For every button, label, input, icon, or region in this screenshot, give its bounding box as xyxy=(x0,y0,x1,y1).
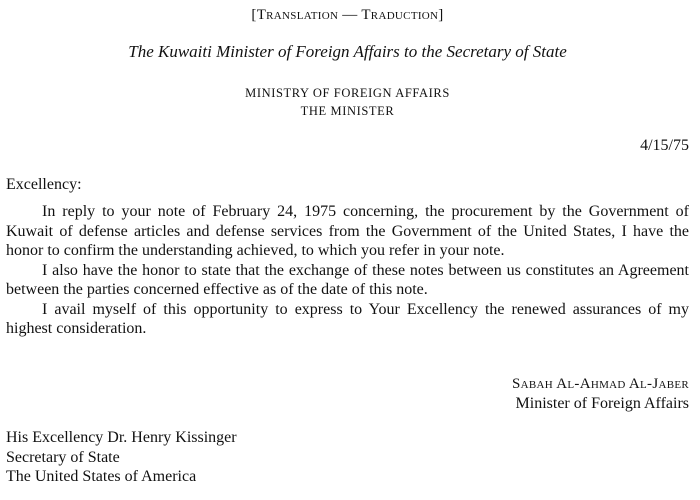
recipient-address xyxy=(6,428,237,487)
recipient-name: His Excellency Dr. Henry Kissinger xyxy=(6,429,237,446)
signatory-name: Sabah Al-Ahmad Al-Jaber xyxy=(512,376,689,392)
letter-body xyxy=(6,202,689,339)
body-paragraph: I avail myself of this opportunity to express to Your Excellency the renewed assurances of my highest consideration. xyxy=(6,300,689,337)
body-paragraph: In reply to your note of February 24, 1975 concerning, the procurement by the Government of Kuwait of defense articles and defense services from the Government of the United States, I have the honor to confirm the understanding achieved, to which you refer in your note. xyxy=(6,203,689,259)
signatory-title: Minister of Foreign Affairs xyxy=(515,395,689,412)
translation-label: [Translation — Traduction] xyxy=(251,7,444,23)
letter-date: 4/15/75 xyxy=(640,137,689,154)
body-paragraph: I also have the honor to state that the exchange of these notes between us constitutes an Agreement between the parties concerned effective as of the date of this note. xyxy=(6,261,689,298)
minister-label: THE MINISTER xyxy=(300,104,395,118)
document-page xyxy=(6,0,689,500)
document-subtitle: The Kuwaiti Minister of Foreign Affairs to the Secretary of State xyxy=(128,42,567,61)
ministry-name: MINISTRY OF FOREIGN AFFAIRS xyxy=(245,86,450,100)
ministry-heading xyxy=(6,84,689,120)
recipient-country: The United States of America xyxy=(6,468,197,485)
recipient-title: Secretary of State xyxy=(6,448,120,466)
salutation: Excellency: xyxy=(6,176,82,193)
signature-block xyxy=(512,374,689,414)
